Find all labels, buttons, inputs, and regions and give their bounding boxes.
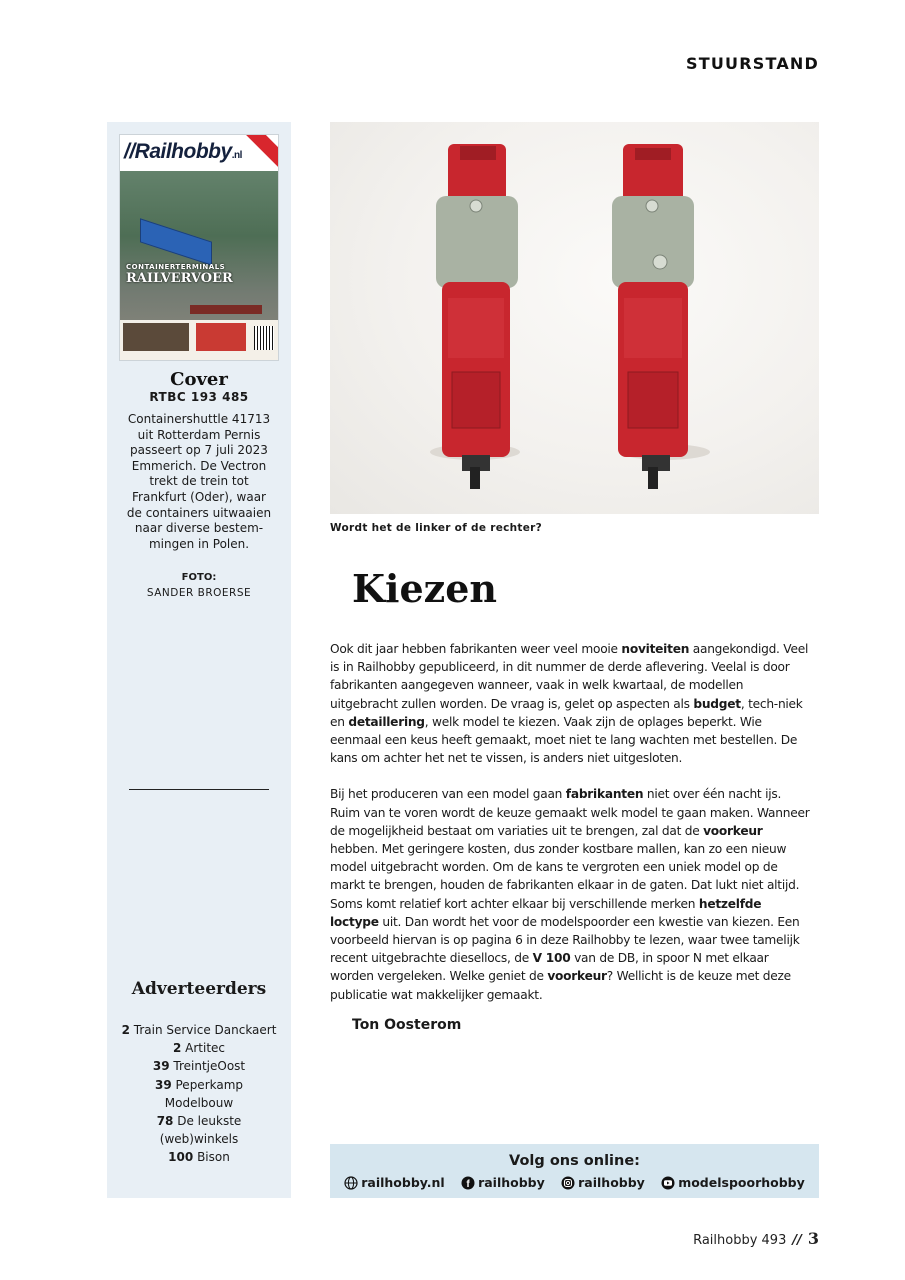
photo-label: FOTO: xyxy=(181,572,217,583)
instagram-link[interactable]: railhobby xyxy=(561,1175,645,1190)
sidebar-divider xyxy=(129,789,269,790)
right-locomotive xyxy=(612,144,710,489)
page-footer xyxy=(693,1229,819,1248)
follow-online-box xyxy=(330,1144,819,1198)
advertiser-item: 39 Peperkamp Modelbouw xyxy=(154,1077,244,1110)
facebook-icon xyxy=(461,1176,475,1190)
follow-title: Volg ons online: xyxy=(509,1153,640,1169)
cover-wagon xyxy=(190,305,262,314)
advertisers-list xyxy=(121,1021,277,1167)
left-locomotive xyxy=(430,144,520,489)
photo-credit: SANDER BROERSE xyxy=(146,587,252,599)
footer-separator: // xyxy=(792,1233,802,1248)
article-paragraph: Bij het produceren van een model gaan fabrikanten niet over één nacht ijs. Ruim van te voren wordt de keuze gemaakt welk model te gaan maken. Wanneer de mogelijkheid bestaat om variaties uit te brengen, zal dat de voorkeur hebben. Met geringere kosten, dus zonder kostbare mallen, kan zo een nieuw model uitgebracht worden. Om de kans te vergroten een uniek model op de markt te brengen, houden de fabrikanten elkaar in de gaten. Dat lukt niet altijd. Soms komt relatief kort achter elkaar bij verschillende merken hetzelfde loctype uit. Dan wordt het voor de modelspoorder een kwestie van kiezen. Een voorbeeld hiervan is op pagina 6 in deze Railhobby te lezen, waar twee tamelijk recent uitgebrachte diesellocs, de V 100 van de DB, in spoor N met elkaar worden vergeleken. Welke geniet de voorkeur? Wellicht is de keuze met deze publicatie wat makkelijker gemaakt. xyxy=(330,787,810,1002)
locomotives-illustration xyxy=(330,122,819,514)
advertiser-item: 39 TreintjeOost xyxy=(152,1059,246,1074)
footer-magazine: Railhobby 493 xyxy=(693,1233,787,1248)
section-label: STUURSTAND xyxy=(686,54,819,73)
advertiser-item: 100 Bison xyxy=(168,1150,230,1165)
website-link[interactable]: railhobby.nl xyxy=(344,1175,444,1190)
globe-icon xyxy=(344,1176,358,1190)
instagram-icon xyxy=(561,1176,575,1190)
cover-title: Cover xyxy=(170,369,228,390)
advertiser-item: 78 De leukste (web)winkels xyxy=(156,1114,242,1147)
cover-code: RTBC 193 485 xyxy=(149,390,249,404)
article-author: Ton Oosterom xyxy=(352,1017,462,1033)
page-number: 3 xyxy=(807,1229,819,1248)
cover-image[interactable] xyxy=(120,135,278,360)
photo-caption: Wordt het de linker of de rechter? xyxy=(330,522,543,534)
facebook-link[interactable]: f railhobby xyxy=(461,1175,545,1190)
advertiser-item: 2 Train Service Danckaert xyxy=(121,1023,277,1037)
article-title: Kiezen xyxy=(352,566,498,611)
cover-bottom-strip xyxy=(120,320,278,360)
cover-corner-ribbon xyxy=(244,135,278,169)
advertisers-title: Adverteerders xyxy=(131,979,267,999)
youtube-link[interactable]: modelspoorhobby xyxy=(661,1175,805,1190)
sidebar xyxy=(107,122,291,1198)
cover-masthead xyxy=(120,135,278,171)
article-body xyxy=(330,640,810,1022)
barcode-icon xyxy=(254,326,274,350)
article-photo xyxy=(330,122,819,514)
cover-caption: Containershuttle 41713 uit Rotterdam Pernis passeert op 7 juli 2023 Emmerich. De Vectron trekt de trein tot Frankfurt (Oder), waar de containers uitwaaien naar diverse bestem-mingen in Polen. xyxy=(126,412,272,551)
article-paragraph: Ook dit jaar hebben fabrikanten weer veel mooie noviteiten aangekondigd. Veel is in Railhobby gepubliceerd, in dit nummer de derde aflevering. Veelal is door fabrikanten aangegeven wanneer, vaak in welk kwartaal, de modellen uitgebracht zullen worden. De vraag is, gelet op aspecten als budget, tech-niek en detaillering, welk model te kiezen. Vaak zijn de oplages beperkt. Wie eenmaal een keus heeft gemaakt, moet niet te lang wachten met bestellen. De kans om achter het net te vissen, is anders niet uitgesloten. xyxy=(330,642,809,766)
cover-locomotive xyxy=(140,218,212,265)
advertiser-item: 2 Artitec xyxy=(172,1041,226,1056)
social-links xyxy=(330,1175,819,1190)
cover-headline: CONTAINERTERMINALS RAILVERVOER xyxy=(126,263,233,286)
youtube-icon xyxy=(661,1176,675,1190)
cover-logo: //Railhobby.nl xyxy=(124,140,242,163)
svg-text:f: f xyxy=(466,1179,470,1190)
